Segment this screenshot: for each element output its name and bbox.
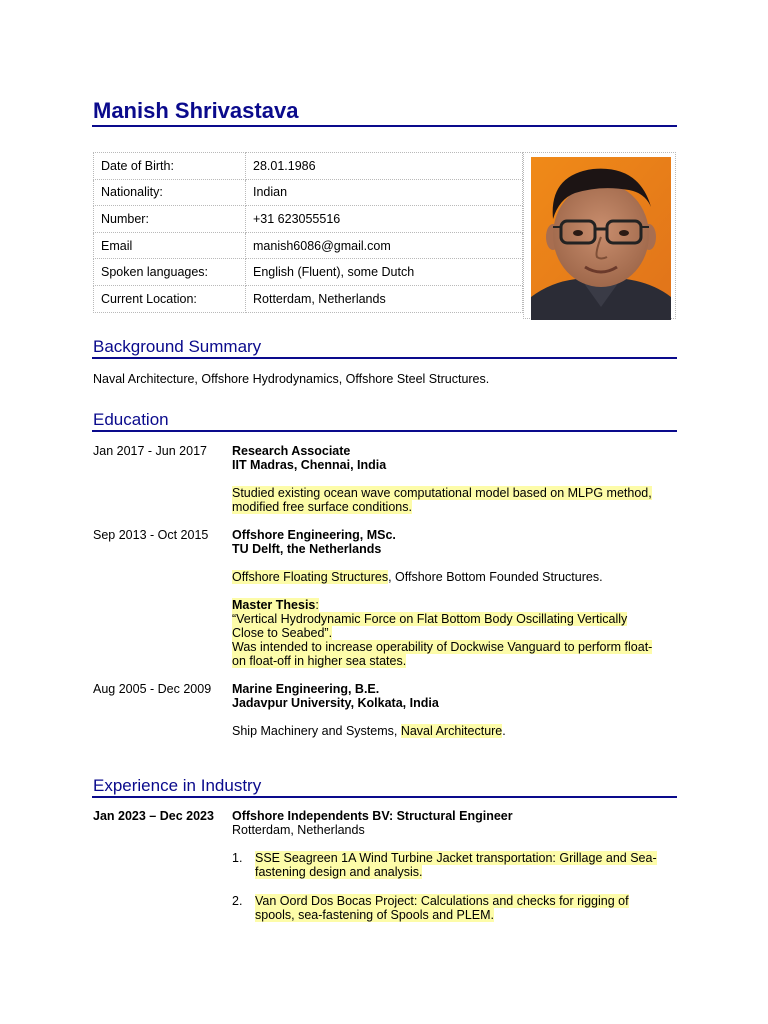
thesis-description: on float-off in higher sea states. — [232, 654, 407, 668]
info-row-languages — [94, 259, 523, 286]
highlighted-text: Naval Architecture — [400, 724, 503, 738]
master-thesis — [232, 598, 677, 668]
highlighted-text: modified free surface conditions. — [232, 500, 412, 514]
section-underline — [92, 796, 677, 798]
info-row-number — [94, 206, 523, 233]
focus-text: , Offshore Bottom Founded Structures. — [388, 570, 603, 584]
education-date: Jan 2017 - Jun 2017 — [93, 444, 207, 458]
info-row-nationality — [94, 179, 523, 206]
list-number: 1. — [232, 851, 243, 865]
education-date: Aug 2005 - Dec 2009 — [93, 682, 212, 696]
info-row-location — [94, 285, 523, 312]
focus-text: Ship Machinery and Systems, — [232, 724, 401, 738]
education-focus — [232, 570, 677, 584]
highlighted-text: Van Oord Dos Bocas Project: Calculations and checks for rigging of — [255, 894, 629, 908]
thesis-title: “Vertical Hydrodynamic Force on Flat Bottom Body Oscillating Vertically — [232, 612, 628, 626]
info-row-email — [94, 232, 523, 259]
experience-entry — [232, 809, 677, 837]
experience-date: Jan 2023 – Dec 2023 — [93, 809, 214, 823]
education-description — [232, 486, 677, 514]
thesis-title: Close to Seabed”. — [232, 626, 333, 640]
thesis-colon: : — [315, 598, 319, 612]
info-label: Number: — [94, 206, 246, 233]
education-role: Marine Engineering, B.E. — [232, 682, 380, 696]
experience-location: Rotterdam, Netherlands — [232, 823, 365, 837]
personal-info-table — [93, 152, 523, 313]
section-title-background: Background Summary — [93, 337, 262, 356]
info-row-dob — [94, 153, 523, 180]
background-summary-text: Naval Architecture, Offshore Hydrodynamics, Offshore Steel Structures. — [93, 372, 490, 386]
list-number: 2. — [232, 894, 243, 908]
info-label: Email — [94, 232, 246, 259]
section-title-education: Education — [93, 410, 169, 429]
profile-photo — [531, 157, 671, 320]
thesis-label: Master Thesis — [232, 598, 316, 612]
education-focus — [232, 724, 677, 738]
info-value: manish6086@gmail.com — [246, 232, 523, 259]
info-value: +31 623055516 — [246, 206, 523, 233]
name-underline — [92, 125, 677, 127]
list-item — [255, 894, 675, 922]
education-role: Offshore Engineering, MSc. — [232, 528, 396, 542]
experience-role: Offshore Independents BV: Structural Engineer — [232, 809, 513, 823]
info-value: English (Fluent), some Dutch — [246, 259, 523, 286]
section-title-experience: Experience in Industry — [93, 776, 262, 795]
info-value: Indian — [246, 179, 523, 206]
highlighted-text: spools, sea-fastening of Spools and PLEM. — [255, 908, 495, 922]
section-underline — [92, 357, 677, 359]
highlighted-text: SSE Seagreen 1A Wind Turbine Jacket transportation: Grillage and Sea- — [255, 851, 657, 865]
info-label: Spoken languages: — [94, 259, 246, 286]
info-value: 28.01.1986 — [246, 153, 523, 180]
education-org: IIT Madras, Chennai, India — [232, 458, 387, 472]
highlighted-text: Offshore Floating Structures — [232, 570, 389, 584]
info-label: Date of Birth: — [94, 153, 246, 180]
list-item — [255, 851, 675, 879]
highlighted-text: Studied existing ocean wave computational model based on MLPG method, — [232, 486, 652, 500]
section-underline — [92, 430, 677, 432]
info-label: Current Location: — [94, 285, 246, 312]
education-role: Research Associate — [232, 444, 351, 458]
education-entry — [232, 682, 677, 738]
candidate-name: Manish Shrivastava — [93, 98, 299, 123]
thesis-description: Was intended to increase operability of Dockwise Vanguard to perform float- — [232, 640, 653, 654]
education-entry — [232, 444, 677, 514]
focus-text: . — [502, 724, 506, 738]
info-value: Rotterdam, Netherlands — [246, 285, 523, 312]
education-entry — [232, 528, 677, 668]
education-date: Sep 2013 - Oct 2015 — [93, 528, 209, 542]
education-org: Jadavpur University, Kolkata, India — [232, 696, 439, 710]
info-label: Nationality: — [94, 179, 246, 206]
highlighted-text: fastening design and analysis. — [255, 865, 423, 879]
education-org: TU Delft, the Netherlands — [232, 542, 382, 556]
